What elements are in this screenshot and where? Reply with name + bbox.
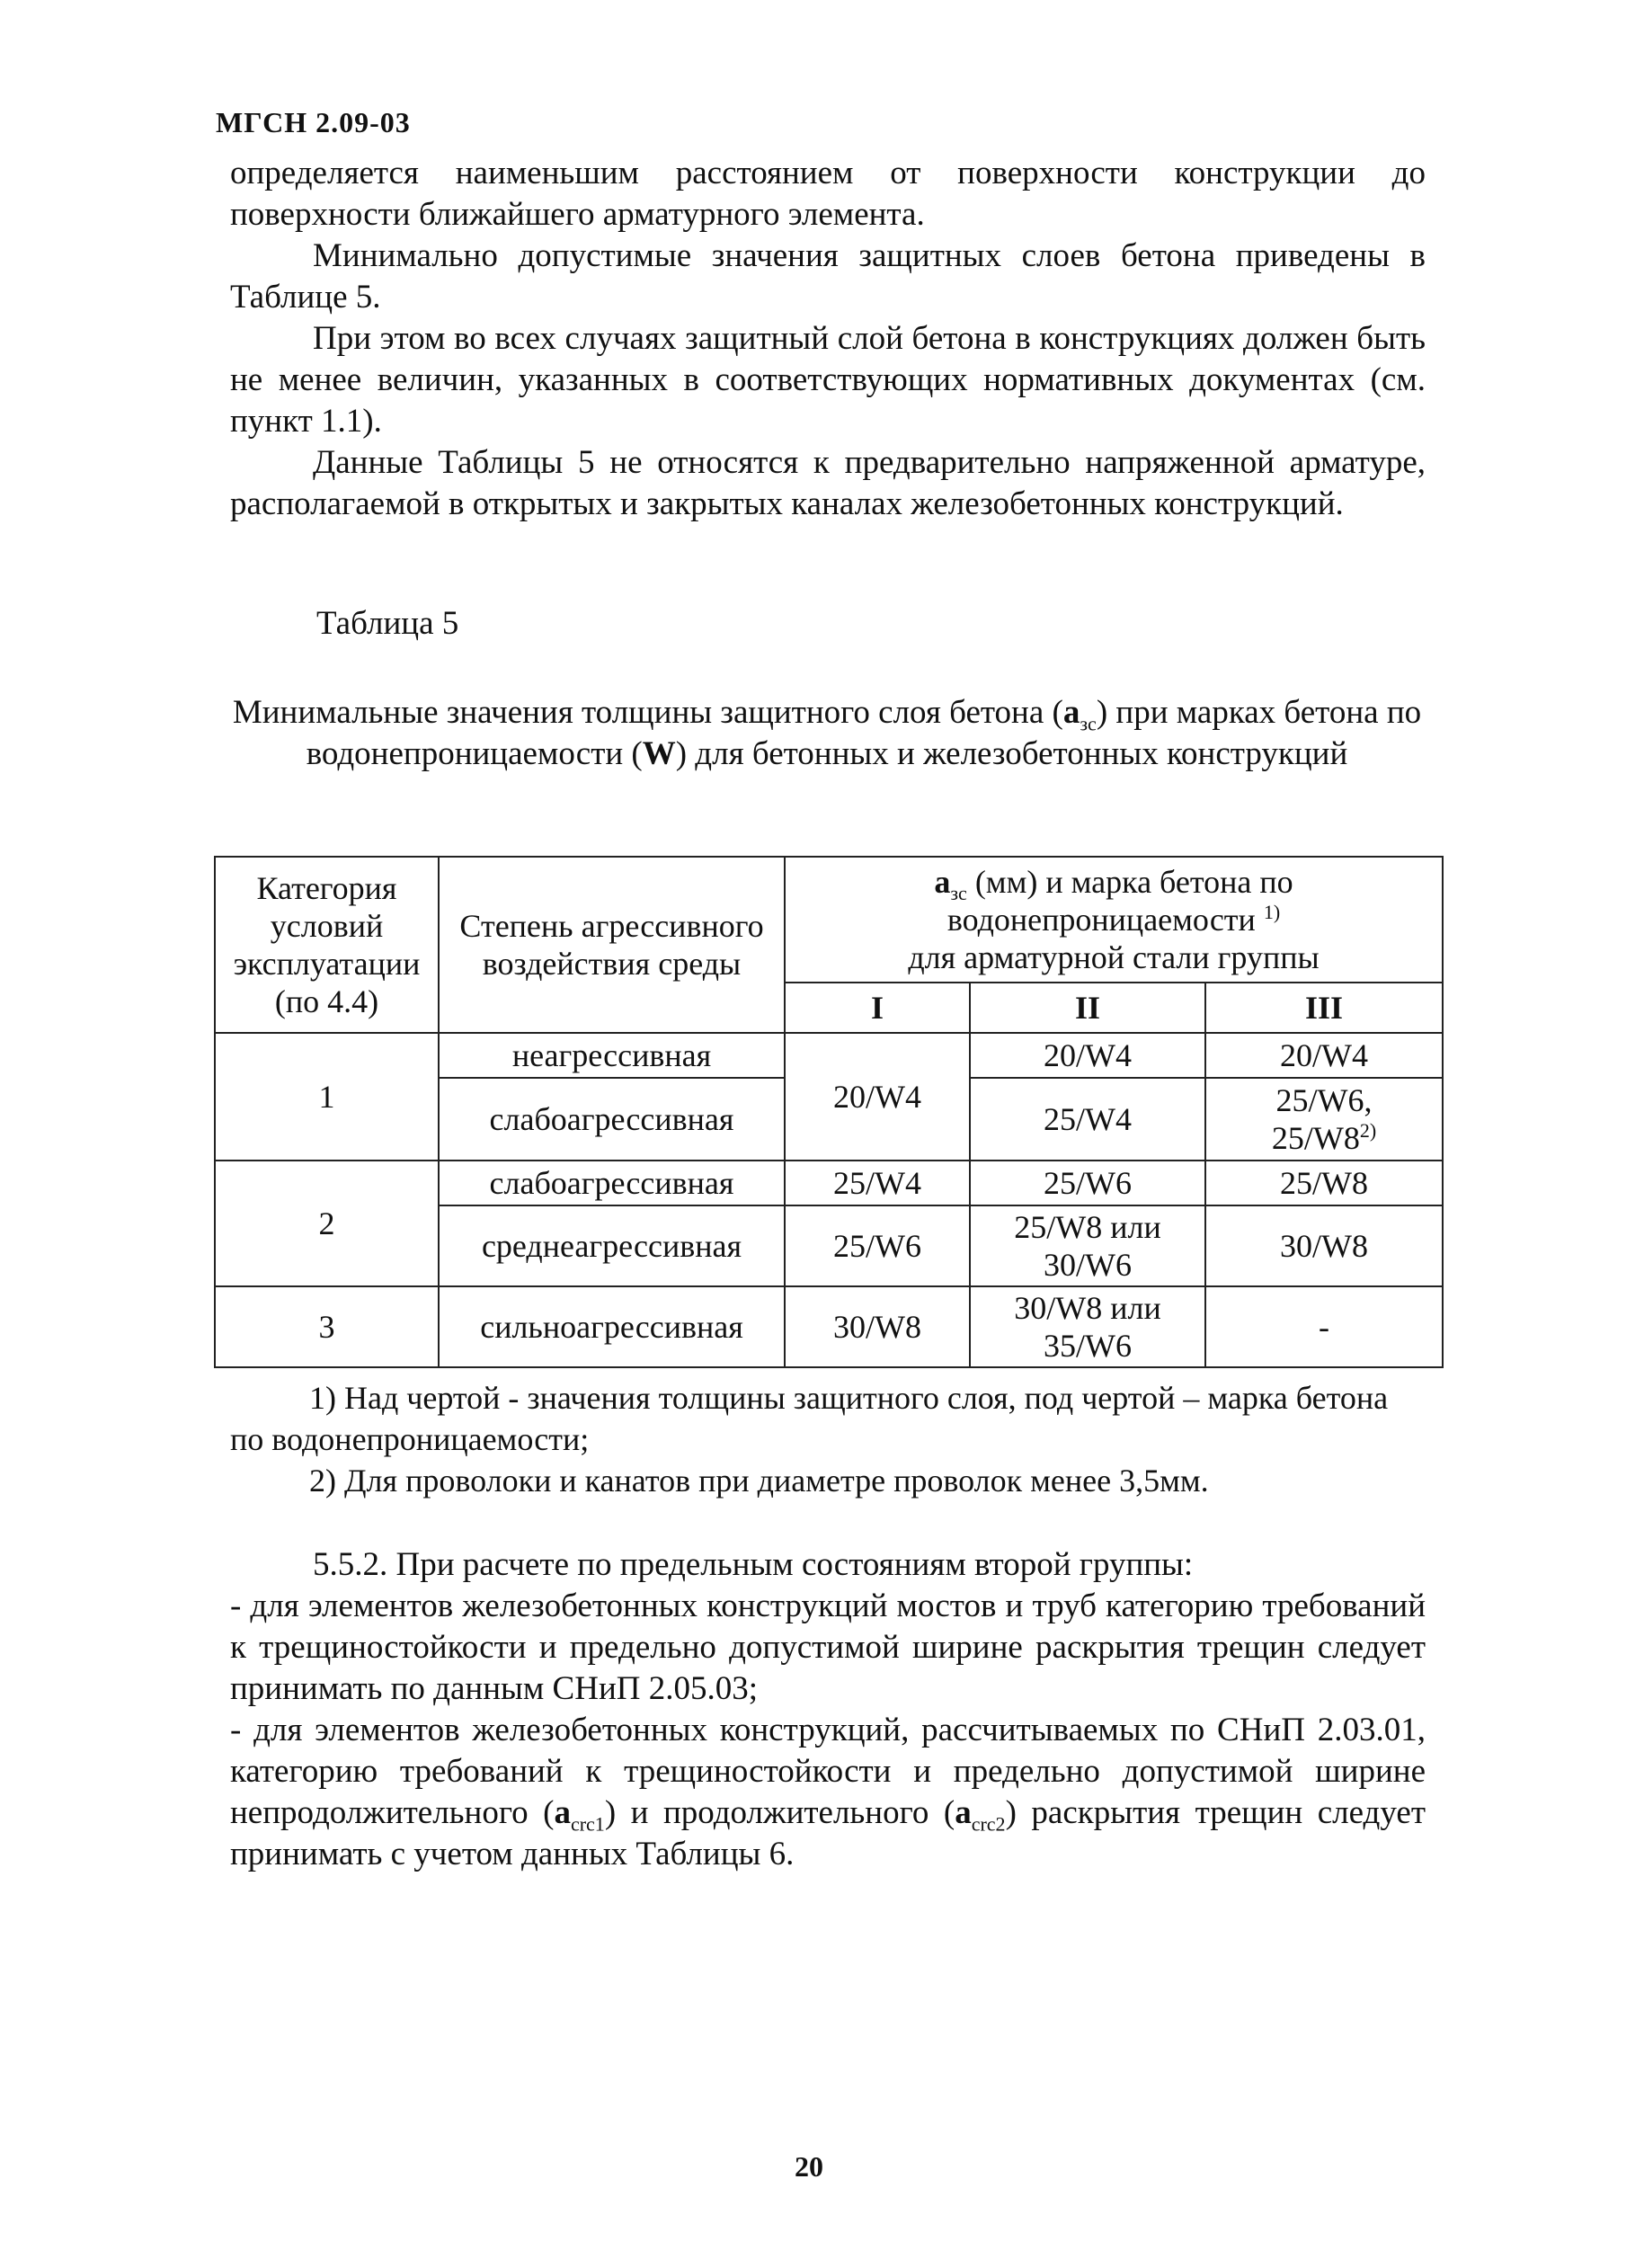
value-cell: 25/W4	[970, 1078, 1205, 1161]
footnote-2: 2) Для проволоки и канатов при диаметре проволок менее 3,5мм.	[309, 1463, 1209, 1499]
paragraph-1: определяется наименьшим расстоянием от поверхности конструкции до поверхности ближайшего арматурного элемента.	[230, 155, 1426, 233]
caption-part-2: ) при марках бетона по водонепроницаемости (	[306, 694, 1422, 772]
environment-cell: среднеагрессивная	[439, 1205, 785, 1286]
caption-w: W	[642, 735, 676, 772]
header-aggressiveness: Степень агрессивного воздействия среды	[439, 857, 785, 1033]
header-group-text-b: для арматурной стали группы	[908, 939, 1320, 975]
paragraph-4-text: Данные Таблицы 5 не относятся к предварительно напряженной арматуре, располагаемой в открытых и закрытых каналах железобетонных конструкций.	[230, 444, 1426, 522]
category-cell: 1	[215, 1033, 439, 1161]
header-group-text-a: (мм) и марка бетона по водонепроницаемости	[946, 864, 1293, 938]
bullet-2-text-c: ) раскрытия трещин следует принимать с учетом данных Таблицы 6.	[230, 1794, 1426, 1872]
table-caption	[216, 692, 1438, 775]
section-bullet-1: - для элементов железобетонных конструкций мостов и труб категорию требований к трещиностойкости и предельно допустимой ширине раскрытия трещин следует принимать по данным СНиП 2.05.03;	[230, 1588, 1426, 1707]
table-header-row	[215, 857, 1443, 983]
caption-symbol: a	[1062, 694, 1080, 731]
crc1-symbol: a	[554, 1794, 571, 1831]
header-steel-iii: III	[1205, 983, 1443, 1033]
value-cell: -	[1205, 1286, 1443, 1367]
value-footnote-mark: 2)	[1359, 1119, 1377, 1142]
bullet-2-text-a: - для элементов железобетонных конструкций, рассчитываемых по СНиП 2.03.01, категорию требований к трещиностойкости и предельно допустимой ширине непродолжительного (	[230, 1712, 1426, 1831]
environment-cell: неагрессивная	[439, 1033, 785, 1078]
value-line: 25/W6,	[1275, 1082, 1373, 1118]
header-steel-ii: II	[970, 983, 1205, 1033]
paragraph-3	[230, 318, 1426, 442]
paragraph-2-text: Минимально допустимые значения защитных слоев бетона приведены в Таблице 5.	[230, 237, 1426, 316]
value-cell: 20/W4	[970, 1033, 1205, 1078]
value-cell: 25/W6	[970, 1161, 1205, 1205]
value-cell	[970, 1205, 1205, 1286]
header-group-symbol: a	[934, 864, 951, 900]
value-line: 30/W6	[1044, 1247, 1132, 1283]
table-label: Таблица 5	[316, 605, 459, 642]
value-cell: 30/W8	[785, 1286, 970, 1367]
value-line: 30/W8 или	[1014, 1290, 1161, 1326]
paragraph-4	[230, 442, 1426, 525]
category-cell: 3	[215, 1286, 439, 1367]
value-line: 25/W8	[1271, 1120, 1360, 1156]
paragraph-2	[230, 236, 1426, 318]
table-row	[215, 1033, 1443, 1078]
crc1-sub: crc1	[570, 1812, 605, 1836]
footnote-1: 1) Над чертой - значения толщины защитного слоя, под чертой – марка бетона по водонепроницаемости;	[230, 1380, 1389, 1457]
caption-part-3: ) для бетонных и железобетонных конструкций	[675, 735, 1348, 772]
header-steel-i: I	[785, 983, 970, 1033]
table-row	[215, 1161, 1443, 1205]
value-line: 35/W6	[1044, 1328, 1132, 1364]
document-header: МГСН 2.09-03	[216, 106, 411, 138]
page-number: 20	[795, 2150, 823, 2183]
environment-cell: слабоагрессивная	[439, 1078, 785, 1161]
environment-cell: сильноагрессивная	[439, 1286, 785, 1367]
value-cell	[1205, 1078, 1443, 1161]
value-cell: 25/W6	[785, 1205, 970, 1286]
crc2-sub: crc2	[971, 1812, 1006, 1836]
value-cell: 20/W4	[1205, 1033, 1443, 1078]
section-bullet-2	[230, 1710, 1426, 1875]
table-row	[215, 1286, 1443, 1367]
caption-symbol-sub: зс	[1080, 712, 1097, 735]
bullet-2-text-b: ) и продолжительного (	[604, 1794, 955, 1831]
caption-part-1: Минимальные значения толщины защитного слоя бетона (	[232, 694, 1063, 731]
category-cell: 2	[215, 1161, 439, 1286]
value-line: 25/W8 или	[1014, 1209, 1161, 1245]
environment-cell: слабоагрессивная	[439, 1161, 785, 1205]
value-cell: 30/W8	[1205, 1205, 1443, 1286]
value-cell	[970, 1286, 1205, 1367]
value-cell: 25/W4	[785, 1161, 970, 1205]
value-cell: 20/W4	[785, 1033, 970, 1161]
section-intro	[230, 1544, 1426, 1586]
header-group	[785, 857, 1443, 983]
header-group-symbol-sub: зс	[950, 882, 967, 905]
header-group-sup: 1)	[1263, 901, 1281, 923]
paragraph-3-text: При этом во всех случаях защитный слой бетона в конструкциях должен быть не менее величин, указанных в соответствующих нормативных документах (см. пункт 1.1).	[230, 320, 1426, 440]
crc2-symbol: a	[955, 1794, 972, 1831]
header-category: Категория условий эксплуатации (по 4.4)	[215, 857, 439, 1033]
table-5	[214, 856, 1444, 1368]
value-cell: 25/W8	[1205, 1161, 1443, 1205]
section-intro-text: 5.5.2. При расчете по предельным состояниям второй группы:	[313, 1546, 1194, 1583]
